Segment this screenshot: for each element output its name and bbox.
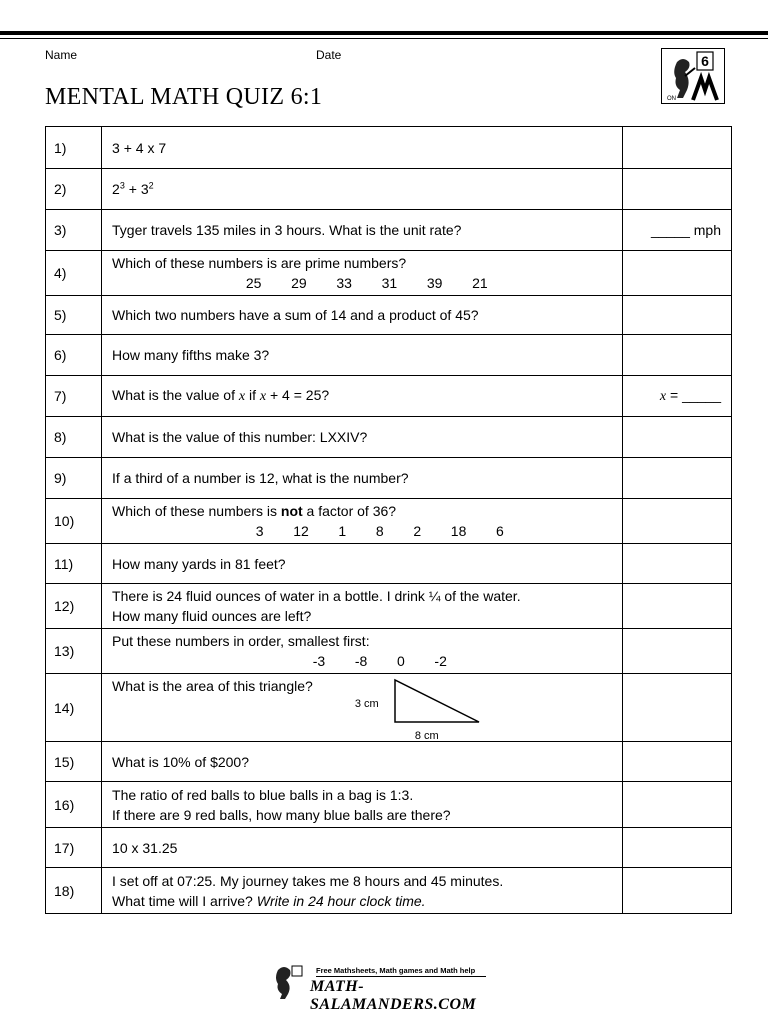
question-text: If a third of a number is 12, what is the number? xyxy=(102,458,623,499)
question-row xyxy=(46,629,732,674)
question-row xyxy=(46,458,732,499)
name-label: Name xyxy=(45,48,78,62)
answer-cell[interactable] xyxy=(622,458,731,499)
question-row xyxy=(46,417,732,458)
answer-variable: x xyxy=(659,389,667,404)
question-line: I set off at 07:25. My journey takes me 8 hours and 45 minutes. xyxy=(112,872,504,889)
question-number: 12) xyxy=(46,584,102,629)
question-row xyxy=(46,868,732,914)
answer-cell[interactable] xyxy=(622,169,731,210)
page-title: MENTAL MATH QUIZ 6:1 xyxy=(45,84,323,110)
question-line: What is the area of this triangle? xyxy=(112,678,313,694)
question-number: 18) xyxy=(46,868,102,914)
answer-cell[interactable] xyxy=(622,742,731,782)
question-line: Put these numbers in order, smallest first: xyxy=(112,633,370,649)
answer-cell[interactable] xyxy=(622,251,731,296)
triangle-diagram xyxy=(355,678,485,740)
question-text xyxy=(102,868,623,914)
number-list: 25 29 33 31 39 21 xyxy=(245,275,488,291)
logo-grade: 6 xyxy=(701,53,709,69)
answer-cell[interactable] xyxy=(622,376,731,417)
answer-cell[interactable] xyxy=(622,629,731,674)
question-number: 3) xyxy=(46,210,102,251)
base-two: 3 xyxy=(140,181,149,197)
question-part: + 4 = 25? xyxy=(266,387,330,403)
top-rule-thick xyxy=(0,31,768,35)
question-row xyxy=(46,674,732,742)
question-row xyxy=(46,499,732,544)
question-number: 14) xyxy=(46,674,102,742)
question-row xyxy=(46,544,732,584)
question-row xyxy=(46,742,732,782)
answer-cell[interactable] xyxy=(622,782,731,828)
answer-cell[interactable] xyxy=(622,499,731,544)
emphasis: not xyxy=(280,503,303,519)
salamander-logo xyxy=(661,48,725,104)
question-part: What time will I arrive? xyxy=(112,892,257,909)
question-number: 9) xyxy=(46,458,102,499)
question-number: 15) xyxy=(46,742,102,782)
quiz-table xyxy=(45,126,732,914)
question-part: if xyxy=(245,387,260,403)
question-number: 10) xyxy=(46,499,102,544)
footer-logo xyxy=(270,962,500,1013)
question-part: What is the value of xyxy=(112,387,239,403)
answer-cell[interactable] xyxy=(622,417,731,458)
base-label: 8 cm xyxy=(414,730,439,742)
salamander-icon xyxy=(270,964,310,1000)
question-row xyxy=(46,584,732,629)
question-text xyxy=(102,251,623,296)
question-number: 13) xyxy=(46,629,102,674)
question-row xyxy=(46,210,732,251)
question-text xyxy=(102,674,623,742)
question-number: 4) xyxy=(46,251,102,296)
question-number: 7) xyxy=(46,376,102,417)
question-line: How many fluid ounces are left? xyxy=(112,608,312,624)
instruction: Write in 24 hour clock time. xyxy=(256,892,426,909)
question-row xyxy=(46,169,732,210)
question-number: 6) xyxy=(46,335,102,376)
question-number: 1) xyxy=(46,127,102,169)
answer-cell[interactable] xyxy=(622,127,731,169)
answer-cell[interactable] xyxy=(622,828,731,868)
question-line: Which of these numbers is are prime numbers? xyxy=(112,255,407,271)
question-row xyxy=(46,251,732,296)
question-text xyxy=(102,499,623,544)
question-part: Which of these numbers is xyxy=(112,503,281,519)
question-text xyxy=(102,782,623,828)
question-text xyxy=(102,169,623,210)
footer-tagline: Free Mathsheets, Math games and Math help xyxy=(316,966,476,975)
question-row xyxy=(46,782,732,828)
date-label: Date xyxy=(316,48,342,62)
question-line xyxy=(112,891,622,911)
footer-underline xyxy=(316,976,486,977)
question-text: What is 10% of $200? xyxy=(102,742,623,782)
answer-blank: = _____ xyxy=(666,387,721,403)
answer-cell[interactable] xyxy=(622,335,731,376)
question-part: a factor of 36? xyxy=(302,503,397,519)
question-text: How many fifths make 3? xyxy=(102,335,623,376)
question-line: If there are 9 red balls, how many blue balls are there? xyxy=(112,806,451,823)
variable: x xyxy=(259,389,267,404)
question-text xyxy=(102,629,623,674)
question-text: Tyger travels 135 miles in 3 hours. What is the unit rate? xyxy=(102,210,623,251)
question-row xyxy=(46,376,732,417)
plus-sign: + xyxy=(124,181,141,197)
question-number: 8) xyxy=(46,417,102,458)
exponent-two: 2 xyxy=(148,180,154,191)
svg-text:ON: ON xyxy=(667,96,676,102)
question-text: What is the value of this number: LXXIV? xyxy=(102,417,623,458)
question-row xyxy=(46,335,732,376)
question-number: 11) xyxy=(46,544,102,584)
question-text: 3 + 4 x 7 xyxy=(102,127,623,169)
question-row xyxy=(46,127,732,169)
side-label: 3 cm xyxy=(354,698,379,710)
question-row xyxy=(46,828,732,868)
question-text: How many yards in 81 feet? xyxy=(102,544,623,584)
question-number: 16) xyxy=(46,782,102,828)
question-text: 10 x 31.25 xyxy=(102,828,623,868)
base-one: 2 xyxy=(112,181,120,197)
answer-cell[interactable] xyxy=(622,296,731,335)
question-number: 2) xyxy=(46,169,102,210)
question-text xyxy=(102,584,623,629)
top-rule-thin xyxy=(0,38,768,39)
question-row xyxy=(46,296,732,335)
answer-cell[interactable] xyxy=(622,674,731,742)
answer-cell[interactable] xyxy=(622,584,731,629)
answer-cell[interactable] xyxy=(622,868,731,914)
question-line: The ratio of red balls to blue balls in a bag is 1:3. xyxy=(112,786,414,803)
question-number: 5) xyxy=(46,296,102,335)
question-text: Which two numbers have a sum of 14 and a product of 45? xyxy=(102,296,623,335)
salamander-logo-icon xyxy=(661,48,725,104)
variable: x xyxy=(238,389,246,404)
answer-cell[interactable]: _____ mph xyxy=(622,210,731,251)
number-list: -3 -8 0 -2 xyxy=(312,653,447,669)
question-number: 17) xyxy=(46,828,102,868)
answer-cell[interactable] xyxy=(622,544,731,584)
question-text xyxy=(102,376,623,417)
number-list: 3 12 1 8 2 18 6 xyxy=(255,523,504,539)
exponent-one: 3 xyxy=(119,180,125,191)
question-line: There is 24 fluid ounces of water in a bottle. I drink ¼ of the water. xyxy=(112,588,521,604)
footer-site[interactable]: MATH-SALAMANDERS.COM xyxy=(310,978,477,1013)
